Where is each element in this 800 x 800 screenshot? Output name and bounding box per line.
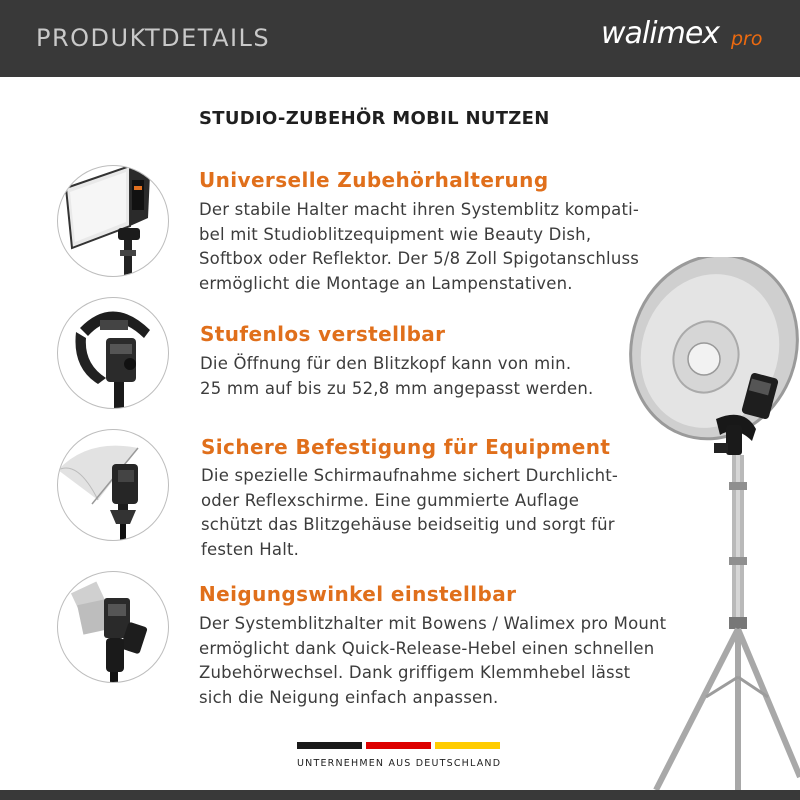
feature-line: Die Öffnung für den Blitzkopf kann von min. [200,354,572,373]
feature-line: Der Systemblitzhalter mit Bowens / Walimex pro Mount [199,614,667,633]
section-title: STUDIO-ZUBEHÖR MOBIL NUTZEN [199,108,550,129]
feature-line: oder Reflexschirme. Eine gummierte Auflage [201,490,580,510]
beauty-dish-on-stand-photo [596,257,800,794]
brand-logo-sub: pro [731,28,763,50]
feature-line: bel mit Studioblitzequipment wie Beauty Dish, [199,224,592,244]
page-title: PRODUKTDETAILS [36,24,271,52]
feature-line: 25 mm auf bis zu 52,8 mm angepasst werden. [200,378,594,398]
feature-body-adjustable [200,352,593,401]
feature-line: sich die Neigung einfach anpassen. [199,687,499,707]
feature-heading-accessory-mount: Universelle Zubehörhalterung [199,168,549,192]
umbrella-mount-photo [57,429,169,541]
feature-body-secure-mount [201,464,618,562]
feature-heading-tilt: Neigungswinkel einstellbar [199,582,517,606]
footer-bar [0,790,800,800]
feature-line: ermöglicht die Montage an Lampenstativen. [199,273,573,293]
feature-line: festen Halt. [201,539,300,559]
feature-line: Zubehörwechsel. Dank griffigem Klemmhebel lässt [199,663,631,682]
feature-line: schützt das Blitzgehäuse beidseitig und sorgt für [201,515,615,534]
softbox-mount-photo [57,165,169,277]
feature-heading-secure-mount: Sichere Befestigung für Equipment [201,435,611,459]
feature-line: ermöglicht dank Quick-Release-Hebel einen schnellen [199,638,655,658]
feature-line: Softbox oder Reflektor. Der 5/8 Zoll Spigotanschluss [199,249,640,268]
flag-stripe-red [366,742,431,749]
feature-line: Der stabile Halter macht ihren Systemblitz kompati- [199,200,640,219]
brand-logo-main: walimex [601,16,720,51]
feature-heading-adjustable: Stufenlos verstellbar [200,322,446,346]
flash-bracket-photo [57,297,169,409]
feature-line: Die spezielle Schirmaufnahme sichert Durchlicht- [201,466,619,485]
header-bar [0,0,800,77]
tilt-angle-photo [57,571,169,683]
flag-stripe-black [297,742,362,749]
feature-body-accessory-mount [199,198,639,296]
made-in-germany-label: UNTERNEHMEN AUS DEUTSCHLAND [297,758,502,769]
flag-stripe-gold [435,742,500,749]
